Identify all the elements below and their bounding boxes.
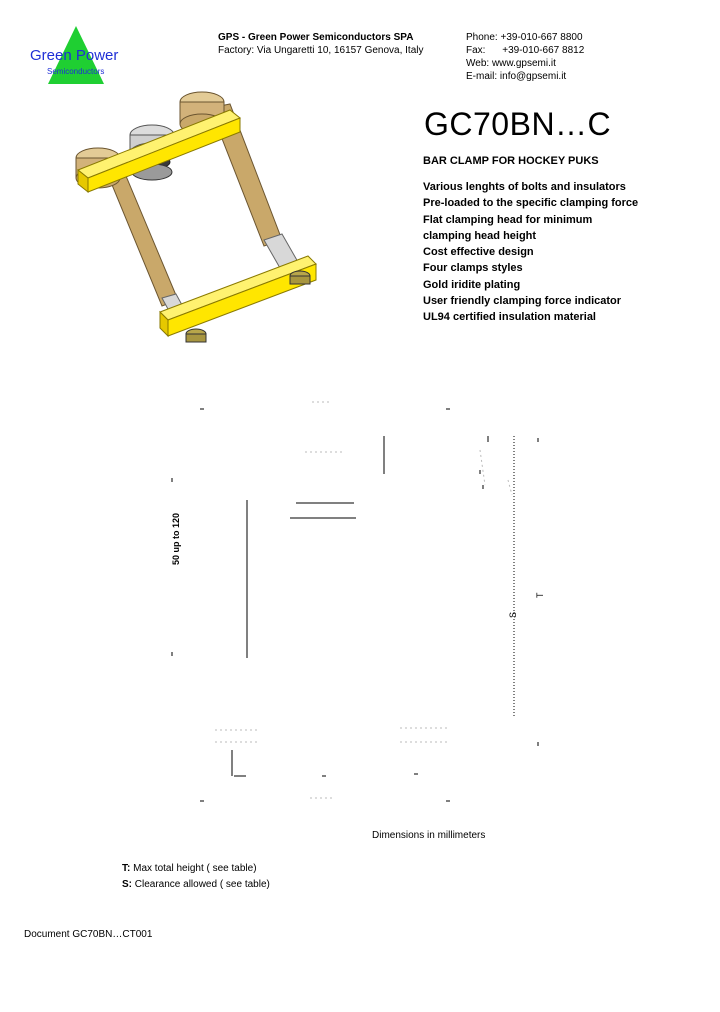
feature-item: clamping head height (423, 229, 537, 242)
feature-item: User friendly clamping force indicator (423, 295, 622, 308)
contact-block (466, 31, 584, 83)
logo-sub: Semiconductors (47, 67, 105, 76)
logo-brand: Green Power (30, 47, 119, 64)
contact-web: Web: www.gpsemi.it (466, 58, 556, 69)
bottom-bar (160, 256, 316, 336)
document-id: Document GC70BN…CT001 (24, 929, 153, 940)
units-note: Dimensions in millimeters (372, 830, 486, 841)
contact-fax: Fax: +39-010-667 8812 (466, 45, 585, 56)
dim-label-t: T (535, 592, 545, 598)
company-logo (20, 24, 140, 88)
feature-item: Four clamps styles (423, 262, 523, 275)
contact-email: E-mail: info@gpsemi.it (466, 71, 567, 82)
dim-label-s: S (508, 611, 518, 618)
product-subtitle: BAR CLAMP FOR HOCKEY PUKS (423, 155, 599, 167)
drawing-faint-lines (215, 402, 512, 798)
product-title: GC70BN…C (424, 106, 612, 142)
feature-list (423, 179, 638, 326)
company-address: Factory: Via Ungaretti 10, 16157 Genova, Italy (218, 45, 424, 56)
contact-phone: Phone: +39-010-667 8800 (466, 32, 583, 43)
legend-s: S: Clearance allowed ( see table) (122, 879, 270, 890)
feature-item: Flat clamping head for minimum (423, 213, 593, 226)
feature-item: Pre-loaded to the specific clamping force (423, 197, 639, 210)
drawing-dark-lines (232, 436, 488, 776)
feature-item: Cost effective design (423, 246, 534, 259)
feature-item: Various lenghts of bolts and insulators (423, 181, 626, 193)
feature-item: UL94 certified insulation material (423, 311, 596, 324)
dim-label-vertical: 50 up to 120 (171, 512, 181, 565)
bottom-nut-right (290, 271, 310, 284)
dimension-drawing (150, 390, 570, 820)
company-name: GPS - Green Power Semiconductors SPA (218, 32, 414, 43)
product-illustration (60, 80, 340, 350)
rod-left (110, 176, 188, 320)
feature-item: Gold iridite plating (423, 278, 521, 291)
legend-t: T: Max total height ( see table) (122, 863, 257, 874)
bottom-nut-left (186, 329, 206, 342)
